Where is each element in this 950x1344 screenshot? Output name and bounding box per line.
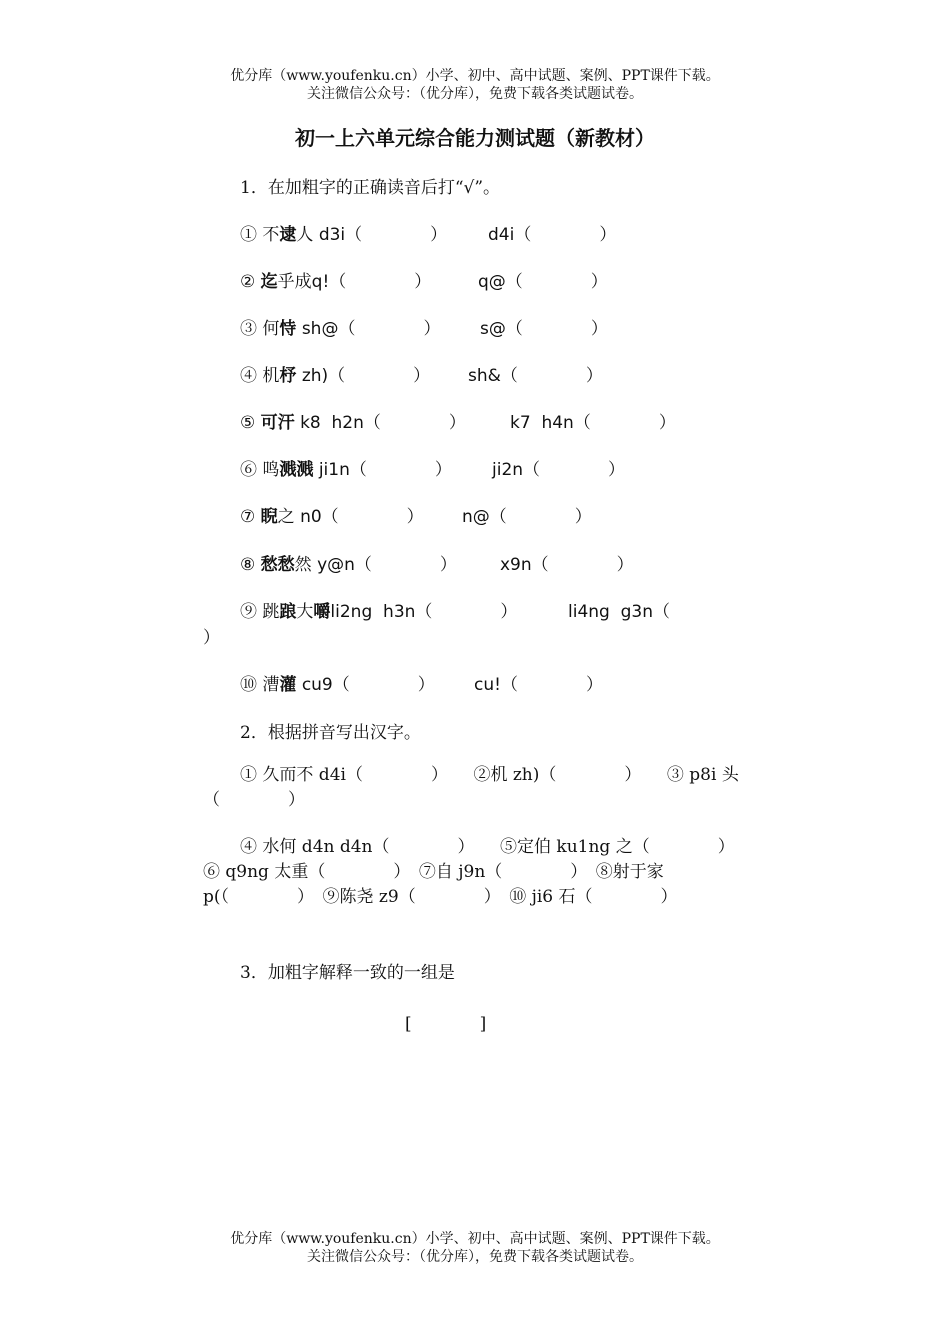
paren-open: （ — [573, 413, 591, 433]
pinyin-option-2: n@ — [462, 507, 490, 527]
item-bold-char: 愁愁 — [260, 555, 295, 575]
item-number: ⑤ — [240, 413, 256, 433]
paren-open: （ — [500, 675, 518, 695]
paren-open: （ — [321, 507, 339, 527]
page-header — [0, 67, 950, 103]
pinyin-option-1: n0 — [300, 507, 322, 527]
paren-close: ） — [417, 675, 435, 695]
pinyin-option-1: k8 h2n — [300, 413, 364, 433]
paren-close: ） — [590, 319, 608, 339]
pinyin-option-1: ji1n — [318, 460, 350, 480]
item-number: ⑥ — [240, 460, 257, 480]
pinyin-option-2: li4ng g3n — [568, 602, 654, 622]
header-line-2: 关注微信公众号：（优分库），免费下载各类试题试卷。 — [307, 86, 643, 102]
item-number: ⑦ — [240, 507, 256, 527]
paren-close: ） — [448, 413, 466, 433]
paren-open: （ — [338, 319, 356, 339]
paren-open: （ — [354, 555, 372, 575]
pinyin-option-2: d4i — [488, 225, 515, 245]
pinyin-option-2: cu! — [474, 675, 501, 695]
item-post: 之 — [277, 507, 295, 527]
item-post: 大 — [296, 602, 314, 622]
item-pre: 鸣 — [262, 460, 280, 480]
pinyin-option-2: q@ — [478, 272, 506, 292]
item-pre: 何 — [262, 319, 280, 339]
pinyin-option-2: k7 h4n — [510, 413, 574, 433]
pinyin-option-2: ji2n — [492, 460, 524, 480]
pinyin-option-1: q! — [311, 272, 330, 292]
paren-open: （ — [332, 675, 350, 695]
pinyin-option-1: cu9 — [301, 675, 333, 695]
item-bold-char: 踉 — [279, 602, 297, 622]
paren-open: （ — [328, 366, 346, 386]
paren-open: （ — [505, 319, 523, 339]
question-3-prompt: 3．加粗字解释一致的一组是 — [240, 963, 455, 983]
item-bold-char: 迄 — [260, 272, 278, 292]
paren-close: ） — [608, 460, 626, 480]
item-bold-char: 杼 — [279, 366, 297, 386]
paren-close: ） — [585, 675, 603, 695]
item-bold-char: 可汗 — [260, 413, 295, 433]
item-bold-char: 恃 — [279, 319, 297, 339]
item-bold-char: 逮 — [279, 225, 297, 245]
page-footer — [0, 1230, 950, 1266]
paren-open: （ — [349, 460, 367, 480]
paren-open: （ — [531, 555, 549, 575]
item-bold-char: 灌 — [279, 675, 297, 695]
pinyin-option-1: li2ng h3n — [330, 602, 416, 622]
pinyin-option-1: sh@ — [301, 319, 339, 339]
q2-line-2: ④ 水何 d4n d4n（ ） ⑤定伯 ku1ng 之（ ） ⑥ q9ng 太重（ ） ⑦自 j9n（ ） ⑧射于家 p(（ ） ⑨陈尧 z9（ ） ⑩ ji6 石（ ） — [203, 837, 744, 907]
item-pre: 漕 — [262, 675, 280, 695]
pinyin-option-2: x9n — [500, 555, 532, 575]
paren-close: ） — [616, 555, 634, 575]
question-1-prompt: 1．在加粗字的正确读音后打“√”。 — [240, 178, 501, 198]
q1-item-9-wrap-close: ） — [203, 628, 220, 648]
paren-open: （ — [363, 413, 381, 433]
page-title: 初一上六单元综合能力测试题（新教材） — [295, 126, 655, 150]
pinyin-option-2: sh& — [468, 366, 501, 386]
footer-line-1: 优分库（www.youfenku.cn）小学、初中、高中试题、案例、PPT课件下载。 — [230, 1231, 720, 1247]
paren-open: （ — [500, 366, 518, 386]
paren-close: ） — [500, 602, 518, 622]
item-number: ③ — [240, 319, 257, 339]
pinyin-option-2: s@ — [480, 319, 506, 339]
header-line-1: 优分库（www.youfenku.cn）小学、初中、高中试题、案例、PPT课件下载。 — [230, 68, 720, 84]
paren-open: （ — [653, 602, 671, 622]
item-number: ① — [240, 225, 257, 245]
item-post: 乎成 — [277, 272, 312, 292]
item-post: 然 — [294, 555, 312, 575]
paren-close: ） — [430, 225, 448, 245]
pinyin-option-1: zh) — [301, 366, 329, 386]
item-number: ⑨ — [240, 602, 257, 622]
paren-close: ） — [434, 460, 452, 480]
q2-line-1: ① 久而不 d4i（ ） ②机 zh)（ ） ③ p8i 头（ ） — [203, 765, 739, 810]
paren-close: ） — [599, 225, 617, 245]
item-pre: 机 — [262, 366, 280, 386]
item-bold-char: 溅溅 — [279, 460, 314, 480]
paren-open: （ — [329, 272, 347, 292]
paren-open: （ — [514, 225, 532, 245]
paren-close: ） — [439, 555, 457, 575]
question-2-prompt: 2．根据拼音写出汉字。 — [240, 723, 421, 743]
paren-open: （ — [415, 602, 433, 622]
item-pre: 不 — [262, 225, 280, 245]
paren-close: ） — [585, 366, 603, 386]
paren-close: ） — [574, 507, 592, 527]
paren-close: ） — [406, 507, 424, 527]
paren-open: （ — [505, 272, 523, 292]
item-number: ② — [240, 272, 256, 292]
paren-open: （ — [345, 225, 363, 245]
item-post: 人 — [296, 225, 314, 245]
paren-close: ） — [658, 413, 676, 433]
item-number: ④ — [240, 366, 257, 386]
paren-open: （ — [523, 460, 541, 480]
answer-bracket[interactable]: [ ] — [405, 1014, 487, 1034]
item-bold-char: 睨 — [260, 507, 278, 527]
item-number: ⑩ — [240, 675, 257, 695]
item-bold-char-2: 嚼 — [313, 602, 331, 622]
paren-open: （ — [489, 507, 507, 527]
item-pre: 跳 — [262, 602, 280, 622]
pinyin-option-1: d3i — [318, 225, 346, 245]
footer-line-2: 关注微信公众号：（优分库），免费下载各类试题试卷。 — [307, 1249, 643, 1265]
pinyin-option-1: y@n — [317, 555, 355, 575]
paren-close: ） — [413, 366, 431, 386]
paren-close: ） — [423, 319, 441, 339]
paren-close: ） — [590, 272, 608, 292]
item-number: ⑧ — [240, 555, 256, 575]
paren-close: ） — [414, 272, 432, 292]
